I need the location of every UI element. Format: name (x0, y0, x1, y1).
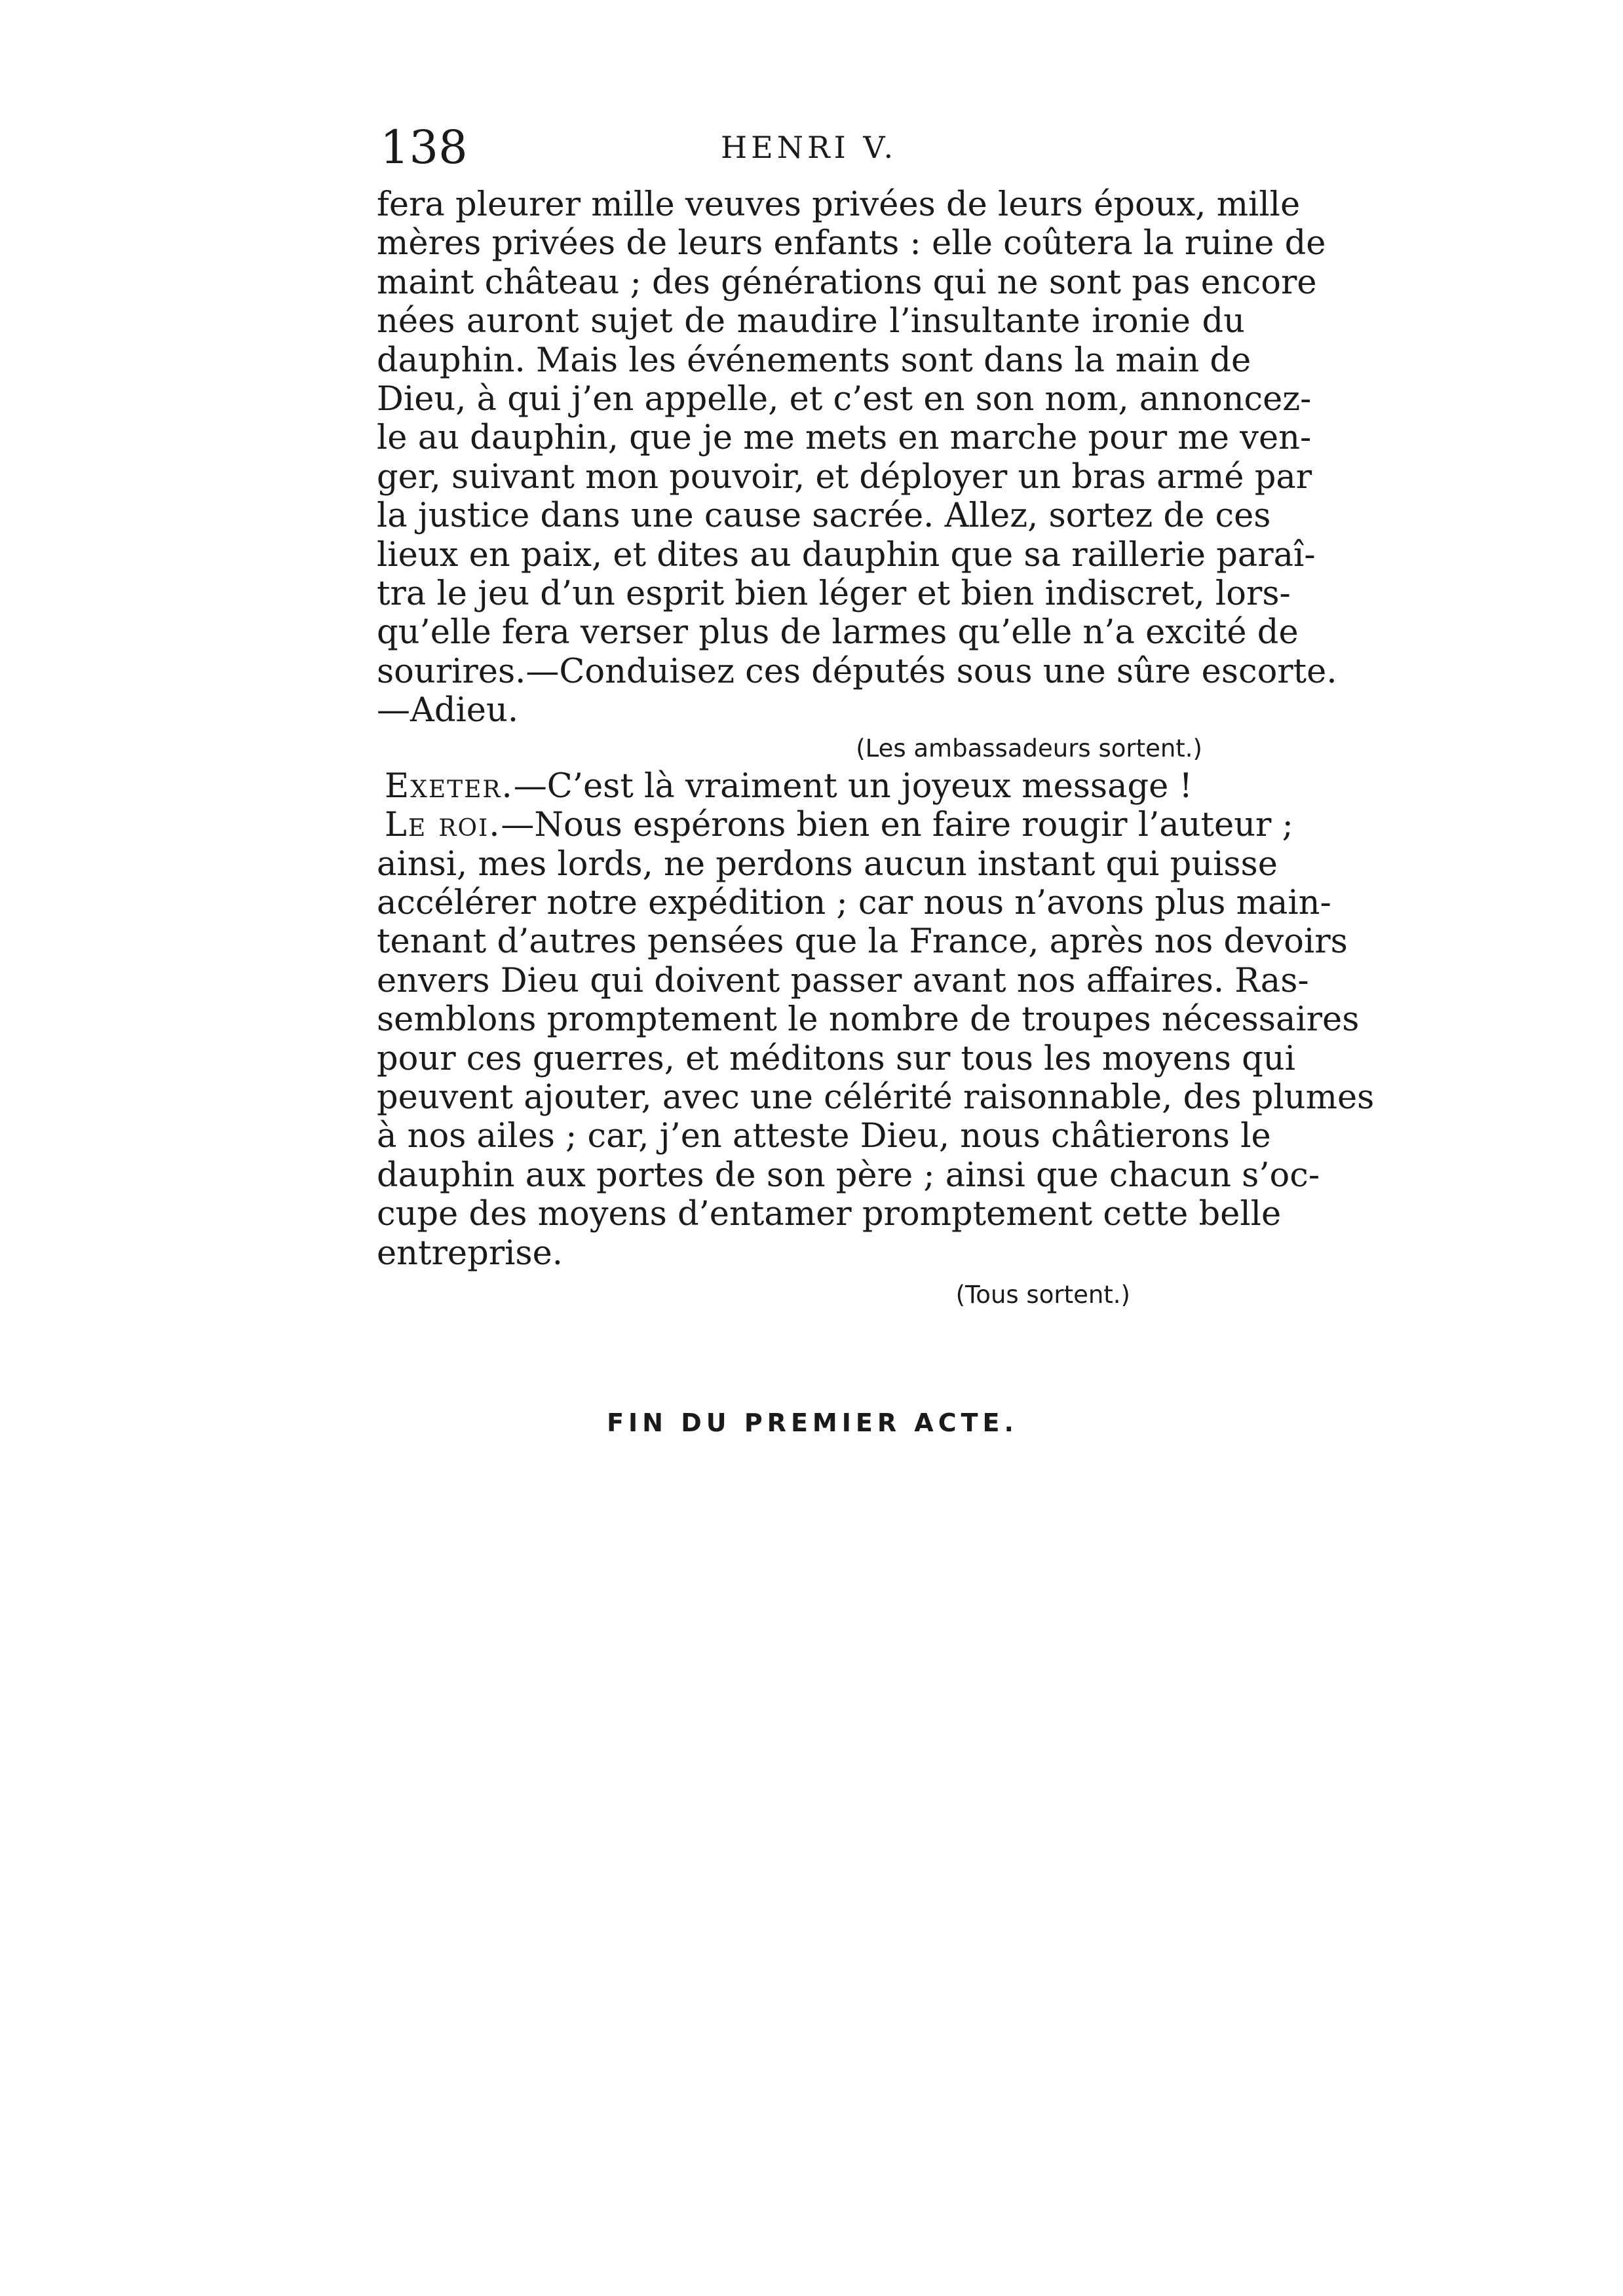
stage-direction: (Tous sortent.) (955, 1280, 1130, 1309)
roi-speech-first-line (377, 806, 1293, 845)
text-line: nées auront sujet de maudire l’insultante ironie du (377, 302, 1245, 341)
text-line: accélérer notre expédition ; car nous n’avons plus main- (377, 883, 1331, 922)
text-line: ainsi, mes lords, ne perdons aucun instant qui puisse (377, 844, 1278, 884)
text-line: fera pleurer mille veuves privées de leurs époux, mille (377, 185, 1301, 224)
stage-direction: (Les ambassadeurs sortent.) (856, 734, 1202, 762)
text-line: peuvent ajouter, avec une célérité raisonnable, des plumes (377, 1078, 1375, 1117)
text-line: la justice dans une cause sacrée. Allez, sortez de ces (377, 497, 1271, 536)
text-line: à nos ailes ; car, j’en atteste Dieu, nous châtierons le (377, 1117, 1271, 1156)
exeter-speech (377, 767, 1245, 806)
text-line: —Adieu. (377, 691, 519, 730)
text-line: cupe des moyens d’entamer promptement cette belle (377, 1195, 1282, 1234)
text-line: lieux en paix, et dites au dauphin que sa raillerie paraî- (377, 535, 1316, 574)
text-line: qu’elle fera verser plus de larmes qu’elle n’a excité de (377, 613, 1299, 652)
page-number: 138 (380, 121, 468, 174)
text-line: tenant d’autres pensées que la France, après nos devoirs (377, 922, 1348, 962)
text-line: le au dauphin, que je me mets en marche pour me ven- (377, 419, 1312, 458)
text-line: pour ces guerres, et méditons sur tous les moyens qui (377, 1039, 1295, 1078)
text-line: maint château ; des générations qui ne sont pas encore (377, 263, 1317, 302)
text-line: semblons promptement le nombre de troupes nécessaires (377, 1000, 1360, 1040)
act-end-heading: FIN DU PREMIER ACTE. (607, 1408, 1018, 1437)
running-title: HENRI V. (721, 130, 898, 165)
page-header (380, 111, 1232, 183)
text-line: ger, suivant mon pouvoir, et déployer un bras armé par (377, 457, 1312, 497)
text-line: dauphin. Mais les événements sont dans la main de (377, 341, 1251, 380)
page-body-text (377, 185, 1375, 1313)
speaker-name: Le roi. (385, 806, 501, 845)
speech-text: —Nous espérons bien en faire rougir l’auteur ; (501, 806, 1293, 845)
text-line: entreprise. (377, 1233, 563, 1273)
text-line: envers Dieu qui doivent passer avant nos affaires. Ras- (377, 961, 1309, 1000)
text-line: tra le jeu d’un esprit bien léger et bien indiscret, lors- (377, 574, 1291, 614)
text-line: Dieu, à qui j’en appelle, et c’est en son nom, annoncez- (377, 380, 1312, 419)
speech-text: —C’est là vraiment un joyeux message ! (513, 766, 1193, 806)
speaker-name: Exeter. (385, 766, 514, 806)
text-line: sourires.—Conduisez ces députés sous une sûre escorte. (377, 652, 1337, 691)
text-line: dauphin aux portes de son père ; ainsi que chacun s’oc- (377, 1156, 1320, 1195)
text-line: mères privées de leurs enfants : elle coûtera la ruine de (377, 224, 1326, 263)
